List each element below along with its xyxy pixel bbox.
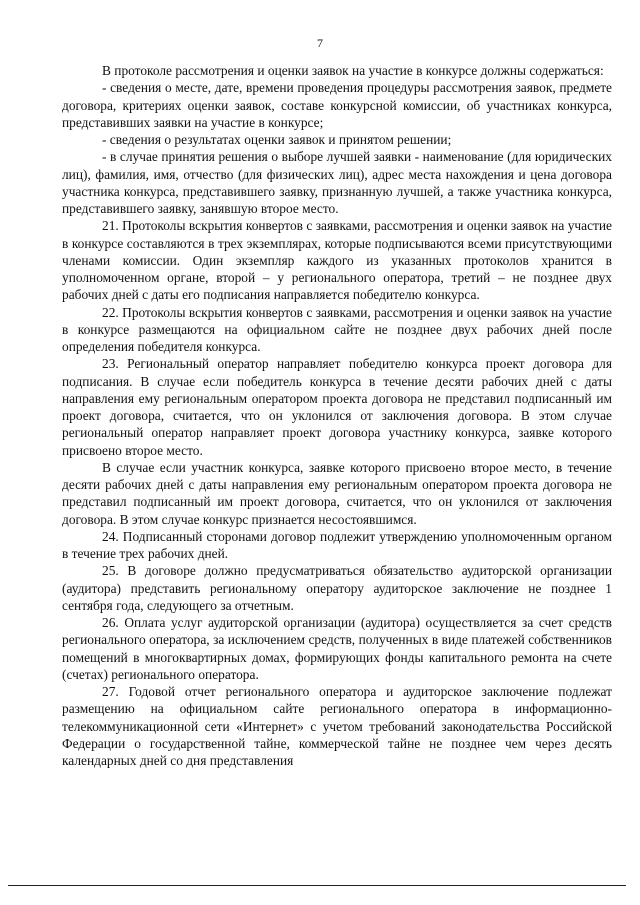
paragraph-clause-24: 24. Подписанный сторонами договор подлежит утверждению уполномоченным органом в течение трех рабочих дней.: [62, 528, 612, 561]
paragraph-clause-23: 23. Региональный оператор направляет победителю конкурса проект договора для подписания. В случае если победитель конкурса в течение десяти рабочих дней с даты направления ему региональным оператором проекта договора не представил подписанный им проект договора, считается, что он уклонился от заключения договора. В этом случае региональный оператор направляет проект договора участнику конкурса, заявке которого присвоено второе место.: [62, 356, 612, 458]
page-number: 7: [317, 36, 323, 50]
paragraph-clause-21: 21. Протоколы вскрытия конвертов с заявками, рассмотрения и оценки заявок на участие в конкурсе составляются в трех экземплярах, которые подписываются всеми присутствующими членами комиссии. Один экземпляр каждого из указанных протоколов хранится в уполномоченном органе, второй – у регионального оператора, третий – не позднее двух рабочих дней с даты его подписания направляется победителю конкурса.: [62, 218, 612, 303]
paragraph-clause-27: 27. Годовой отчет регионального оператора и аудиторское заключение подлежат размещению на официальном сайте регионального оператора в информационно-телекоммуникационной сети «Интернет» с учетом требований законодательства Российской Федерации о государственной тайне, коммерческой тайне не позднее чем через десять календарных дней со дня представления: [62, 684, 612, 768]
paragraph-clause-26: 26. Оплата услуг аудиторской организации (аудитора) осуществляется за счет средств регионального оператора, за исключением средств, полученных в виде платежей собственников помещений в многоквартирных домах, формирующих фонды капитального ремонта на счете (счетах) регионального оператора.: [62, 615, 612, 682]
paragraph-clause-25: 25. В договоре должно предусматриваться обязательство аудиторской организации (аудитора) представить региональному оператору аудиторское заключение не позднее 1 сентября года, следующего за отчетным.: [62, 563, 612, 613]
list-item-evaluation-results: - сведения о результатах оценки заявок и принятом решении;: [102, 132, 452, 147]
paragraph-clause-22: 22. Протоколы вскрытия конвертов с заявками, рассмотрения и оценки заявок на участие в конкурсе размещаются на официальном сайте не позднее двух рабочих дней после определения победителя конкурса.: [62, 304, 612, 354]
bottom-rule: [8, 885, 626, 886]
paragraph-clause-23-continued: В случае если участник конкурса, заявке которого присвоено второе место, в течение десяти рабочих дней с даты направления ему региональным оператором проекта договора не представил подписанный им проект договора, считается, что он уклонился от заключения договора. В этом случае конкурс признается несостоявшимся.: [62, 459, 612, 527]
list-item-procedure-details: - сведения о месте, дате, времени проведения процедуры рассмотрения заявок, предмете договора, критериях оценки заявок, составе конкурсной комиссии, об участниках конкурса, представивших заявки на участие в конкурсе;: [62, 80, 612, 130]
list-item-winner-details: - в случае принятия решения о выборе лучшей заявки - наименование (для юридических лиц), фамилия, имя, отчество (для физических лиц), адрес места нахождения и цена договора участника конкурса, представившего заявку, признанную лучшей, а также участника конкурса, представившего заявку, занявшую второе место.: [62, 149, 612, 216]
paragraph-protocol-contents: В протоколе рассмотрения и оценки заявок на участие в конкурсе должны содержаться:: [102, 63, 604, 78]
document-body: [62, 62, 612, 769]
